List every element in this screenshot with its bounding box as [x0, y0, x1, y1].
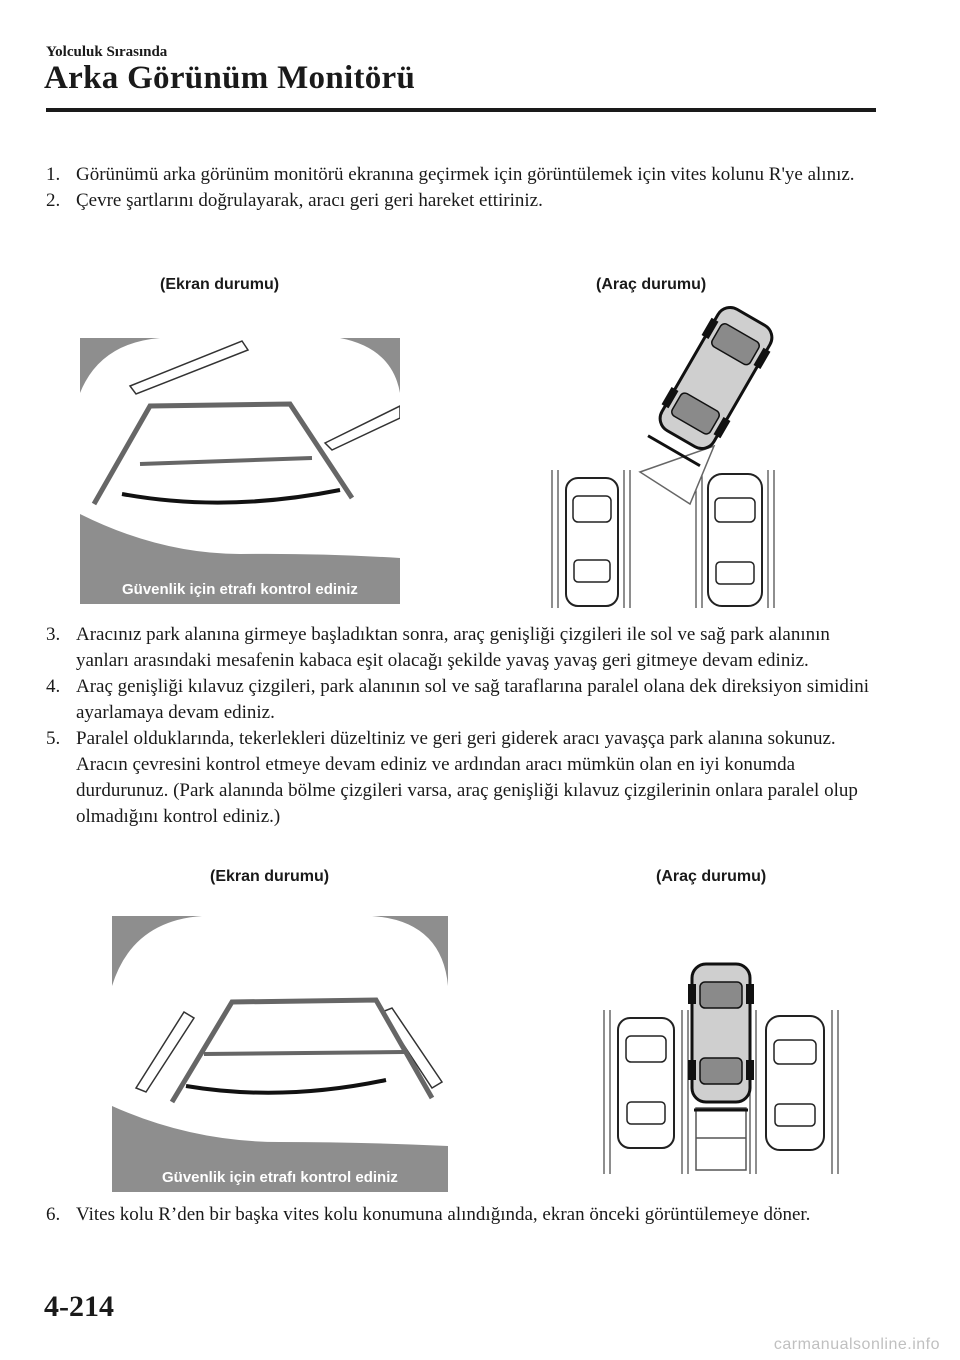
step-number: 2.: [46, 190, 61, 211]
step-text: Vites kolu R’den bir başka vites kolu konumuna alındığında, ekran önceki görüntülemeye döner.: [76, 1204, 811, 1225]
rear-camera-screen-1: [80, 338, 400, 604]
title-divider: [46, 108, 876, 112]
step-item: [46, 622, 876, 674]
watermark: carmanualsonline.info: [773, 1336, 940, 1353]
screen-caption: (Ekran durumu): [160, 276, 280, 293]
parked-car-right-icon: [766, 1016, 824, 1150]
safety-warning: Güvenlik için etrafı kontrol ediniz: [162, 1169, 398, 1186]
step-item: [46, 726, 876, 830]
reversing-car-icon: [688, 964, 754, 1110]
section-label: Yolculuk Sırasında: [46, 44, 168, 60]
step-number: 4.: [46, 676, 61, 697]
step-item: [46, 162, 876, 188]
vehicle-caption: (Araç durumu): [656, 868, 767, 885]
vehicle-diagram-1: [544, 300, 784, 612]
page-number: 4-214: [44, 1290, 114, 1323]
step-number: 6.: [46, 1204, 61, 1225]
vehicle-diagram-2: [600, 960, 840, 1176]
page-title: Arka Görünüm Monitörü: [44, 60, 416, 96]
step-number: 3.: [46, 624, 61, 645]
screen-caption: (Ekran durumu): [210, 868, 330, 885]
step-list-bottom: [46, 1202, 876, 1228]
step-item: [46, 674, 876, 726]
step-number: 1.: [46, 164, 61, 185]
step-text: Çevre şartlarını doğrulayarak, aracı geri geri hareket ettiriniz.: [76, 190, 543, 211]
parked-car-left-icon: [618, 1018, 674, 1148]
step-text: Görünümü arka görünüm monitörü ekranına geçirmek için görüntülemek için vites kolunu R'ye alınız.: [76, 164, 855, 185]
step-text: Aracınız park alanına girmeye başladıktan sonra, araç genişliği çizgileri ile sol ve sağ park alanının yanları arasındaki mesafenin kabaca eşit olacağı şekilde yavaş yavaş geri gitmeye devam ediniz.: [76, 624, 830, 671]
step-number: 5.: [46, 728, 61, 749]
reversing-car-icon: [645, 300, 781, 467]
parked-car-right-icon: [708, 474, 762, 606]
step-list-top: [46, 162, 876, 214]
parked-car-left-icon: [566, 478, 618, 606]
step-text: Paralel olduklarında, tekerlekleri düzeltiniz ve geri geri giderek aracı yavaşça park alanına sokunuz. Aracın çevresini kontrol etmeye devam ediniz ve ardından aracı mümkün olan en iyi konumda durdurunuz. (Park alanında bölme çizgileri varsa, araç genişliği kılavuz çizgilerinin onlara paralel olup olmadığını kontrol ediniz.): [76, 728, 858, 827]
step-text: Araç genişliği kılavuz çizgileri, park alanının sol ve sağ taraflarına paralel olana dek direksiyon simidini ayarlamaya devam ediniz.: [76, 676, 869, 723]
vehicle-caption: (Araç durumu): [596, 276, 707, 293]
rear-camera-screen-2: [112, 916, 448, 1192]
step-list-middle: [46, 622, 876, 830]
step-item: [46, 1202, 876, 1228]
safety-warning: Güvenlik için etrafı kontrol ediniz: [122, 581, 358, 598]
step-item: [46, 188, 876, 214]
